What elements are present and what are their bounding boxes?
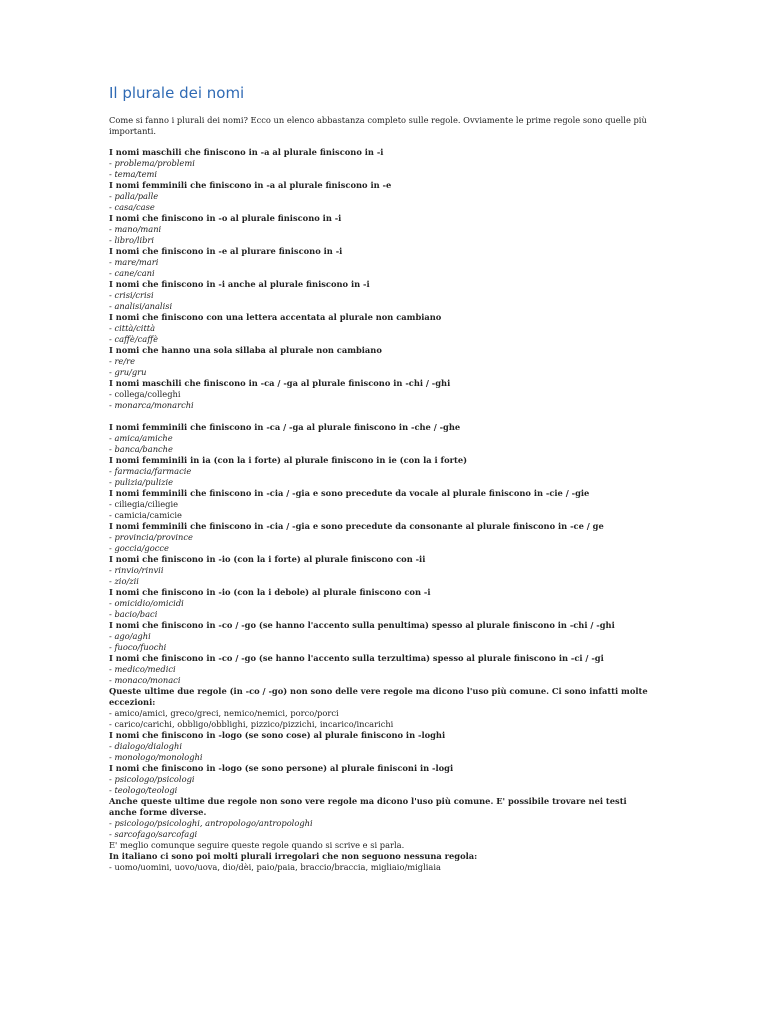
rule-heading: In italiano ci sono poi molti plurali irregolari che non seguono nessuna regola: <box>109 851 478 861</box>
rule-heading: I nomi che finiscono in -io (con la i debole) al plurale finiscono con -i <box>109 587 431 597</box>
rule-heading: I nomi che finiscono in -logo (se sono cose) al plurale finiscono in -loghi <box>109 730 446 740</box>
rule-example: - bacio/baci <box>109 609 158 619</box>
page-title: Il plurale dei nomi <box>109 84 245 102</box>
document <box>109 84 657 873</box>
rule-example: - tema/temi <box>109 169 158 179</box>
rule-example: - psicologo/psicologhi, antropologo/antropologhi <box>109 818 313 828</box>
rule-heading: I nomi femminili che finiscono in -cia / -gia e sono precedute da consonante al plurale finiscono in -ce / ge <box>109 521 604 531</box>
rule-example: - problema/problemi <box>109 158 195 168</box>
rule-example: - ago/aghi <box>109 631 151 641</box>
rule-example: - cane/cani <box>109 268 155 278</box>
rule-example: - fuoco/fuochi <box>109 642 167 652</box>
rule-example: - amica/amiche <box>109 433 173 443</box>
rule-example: - crisi/crisi <box>109 290 154 300</box>
rule-example: E' meglio comunque seguire queste regole quando si scrive e si parla. <box>109 840 405 850</box>
rule-heading: Queste ultime due regole (in -co / -go) non sono delle vere regole ma dicono l'uso più comune. Ci sono infatti molte eccezioni: <box>109 686 648 707</box>
rule-heading: I nomi che finiscono con una lettera accentata al plurale non cambiano <box>109 312 442 322</box>
rules-list <box>109 147 657 873</box>
rule-example: - mano/mani <box>109 224 162 234</box>
rule-example: - città/città <box>109 323 156 333</box>
rule-heading: I nomi che finiscono in -o al plurale finiscono in -i <box>109 213 342 223</box>
rule-example: - amico/amici, greco/greci, nemico/nemici, porco/porci <box>109 708 339 718</box>
rule-example: - sarcofago/sarcofagi <box>109 829 198 839</box>
rule-example: - farmacia/farmacie <box>109 466 192 476</box>
rule-example: - uomo/uomini, uovo/uova, dio/dèi, paio/paia, braccio/braccia, migliaio/migliaia <box>109 862 441 872</box>
rule-example: - palla/palle <box>109 191 159 201</box>
rule-example: - libro/libri <box>109 235 155 245</box>
rule-heading: I nomi femminili in ia (con la i forte) al plurale finiscono in ie (con la i forte) <box>109 455 468 465</box>
rule-example: - camicia/camicie <box>109 510 182 520</box>
rule-heading: Anche queste ultime due regole non sono vere regole ma dicono l'uso più comune. E' possibile trovare nei testi anche forme diverse. <box>109 796 627 817</box>
rule-example: - psicologo/psicologi <box>109 774 195 784</box>
rule-example: - carico/carichi, obbligo/obblighi, pizzico/pizzichi, incarico/incarichi <box>109 719 394 729</box>
rule-heading: I nomi maschili che finiscono in -ca / -ga al plurale finiscono in -chi / -ghi <box>109 378 451 388</box>
rule-example: - caffè/caffè <box>109 334 158 344</box>
rule-example: - banca/banche <box>109 444 173 454</box>
rule-example: - omicidio/omicidi <box>109 598 184 608</box>
rule-example: - goccia/gocce <box>109 543 169 553</box>
rule-example: - casa/case <box>109 202 155 212</box>
rule-heading: I nomi femminili che finiscono in -ca / -ga al plurale finiscono in -che / -ghe <box>109 422 461 432</box>
rule-heading: I nomi che finiscono in -io (con la i forte) al plurale finiscono con -ii <box>109 554 426 564</box>
rule-heading: I nomi che finiscono in -i anche al plurale finiscono in -i <box>109 279 370 289</box>
rule-example: - re/re <box>109 356 135 366</box>
rule-example: - ciliegia/ciliegie <box>109 499 179 509</box>
rule-example: - collega/colleghi <box>109 389 181 399</box>
rule-heading: I nomi che finiscono in -e al plurare finiscono in -i <box>109 246 343 256</box>
rule-example: - analisi/analisi <box>109 301 173 311</box>
rule-heading: I nomi che finiscono in -co / -go (se hanno l'accento sulla terzultima) spesso al plurale finiscono in -ci / -gi <box>109 653 604 663</box>
rule-example: - dialogo/dialoghi <box>109 741 182 751</box>
spacer <box>109 411 657 422</box>
rule-example: - pulizia/pulizie <box>109 477 174 487</box>
rule-heading: I nomi che finiscono in -logo (se sono persone) al plurale finisconi in -logi <box>109 763 454 773</box>
rule-example: - monaco/monaci <box>109 675 181 685</box>
rule-example: - medico/medici <box>109 664 176 674</box>
rule-example: - teologo/teologi <box>109 785 178 795</box>
rule-example: - rinvio/rinvii <box>109 565 164 575</box>
intro-paragraph: Come si fanno i plurali dei nomi? Ecco un elenco abbastanza completo sulle regole. Ovviamente le prime regole sono quelle più importanti. <box>109 115 647 136</box>
rule-example: - gru/gru <box>109 367 147 377</box>
rule-heading: I nomi femminili che finiscono in -a al plurale finiscono in -e <box>109 180 392 190</box>
rule-example: - monarca/monarchi <box>109 400 194 410</box>
rule-heading: I nomi femminili che finiscono in -cia / -gia e sono precedute da vocale al plurale finiscono in -cie / -gie <box>109 488 590 498</box>
rule-example: - provincia/province <box>109 532 193 542</box>
rule-example: - mare/mari <box>109 257 159 267</box>
rule-heading: I nomi maschili che finiscono in -a al plurale finiscono in -i <box>109 147 384 157</box>
rule-example: - monologo/monologhi <box>109 752 203 762</box>
rule-heading: I nomi che finiscono in -co / -go (se hanno l'accento sulla penultima) spesso al plurale finiscono in -chi / -ghi <box>109 620 615 630</box>
rule-heading: I nomi che hanno una sola sillaba al plurale non cambiano <box>109 345 382 355</box>
rule-example: - zio/zii <box>109 576 139 586</box>
